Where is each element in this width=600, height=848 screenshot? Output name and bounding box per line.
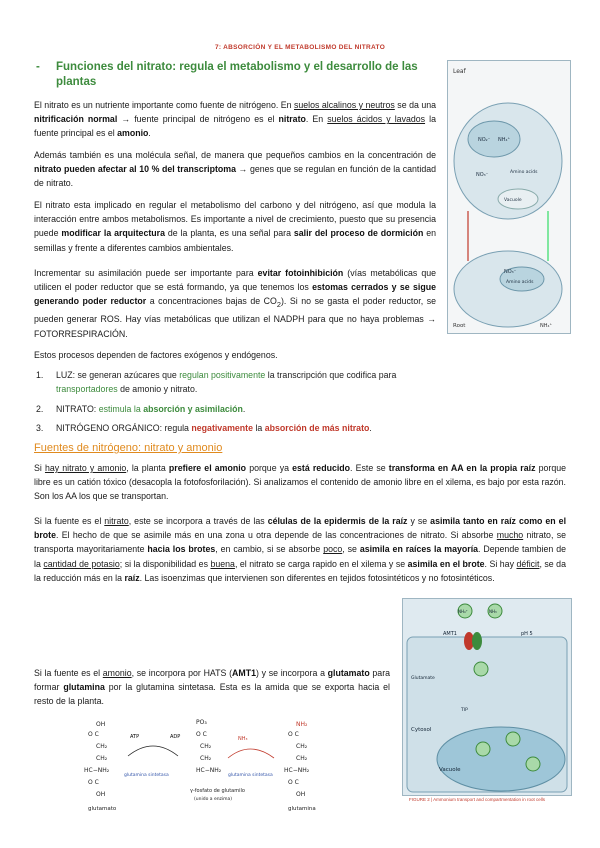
- text-bold: está reducido: [292, 463, 351, 473]
- cytosol-label: Cytosol: [411, 727, 432, 733]
- svg-text:O C: O C: [288, 731, 299, 738]
- paragraph-metabolism: [34, 198, 436, 255]
- text-bold: evitar fotoinhibición: [257, 268, 344, 278]
- leaf-vacuole-label: Vacuole: [504, 198, 522, 203]
- text: . En: [305, 114, 328, 125]
- text: , se incorpora por HATS (: [131, 668, 233, 678]
- glutamina-structure: [284, 721, 310, 798]
- text: Si: [34, 463, 45, 473]
- glutamine-synthetase-reaction: [78, 718, 350, 818]
- text: NITRATO:: [56, 404, 99, 414]
- paragraph-fuente-amonio: [34, 666, 390, 709]
- paragraph-nitrato-amonio: [34, 461, 566, 504]
- glutamato-label: glutamato: [88, 806, 117, 812]
- subscript: 2: [276, 300, 281, 310]
- text: Incrementar su asimilación puede ser importante para: [34, 268, 258, 278]
- text-underline: nitrato: [104, 516, 129, 526]
- text-underline: suelos ácidos y lavados: [327, 114, 426, 125]
- fosfato-label: γ-fosfato de glutamilo: [190, 788, 245, 794]
- text-green: transportadores: [56, 384, 118, 395]
- subheading-fuentes: Fuentes de nitrógeno: nitrato y amonio: [34, 442, 223, 454]
- figure-leaf-root-diagram: [447, 60, 571, 334]
- nh4-vac-3: [526, 757, 540, 771]
- paragraph-photoinhibition: [34, 266, 436, 341]
- paragraph-signal: [34, 148, 436, 191]
- svg-text:CH₂: CH₂: [96, 743, 108, 750]
- text: , la planta: [126, 463, 169, 473]
- text: y se: [407, 516, 431, 526]
- text: la fuente principal es el: [34, 114, 436, 139]
- paragraph-fuente-nitrato: [34, 514, 566, 585]
- text: porque libre es un catión tóxico (desacopla la fotofosforilación). Si analizamos el contenido de amonio libre en el xilema, es bajo por esta razón. Son los AA los que se transportan.: [34, 463, 566, 502]
- text-underline: suelos alcalinos y neutros: [294, 100, 395, 110]
- text-bold: asimila tanto en raíz como en el brote: [34, 516, 567, 541]
- reaction-svg: [78, 718, 350, 818]
- text: por la glutamina sintetasa. Esta es la amida que se exporta hacia el resto de la planta.: [34, 682, 390, 707]
- svg-text:CH₂: CH₂: [200, 743, 212, 750]
- svg-text:HC−NH₂: HC−NH₂: [196, 767, 222, 774]
- nh3-out-label: NH₃: [489, 609, 497, 614]
- gs-label-1: glutamina sintetasa: [124, 773, 169, 778]
- nh4-vac-2: [506, 732, 520, 746]
- text: de amonio y nitrato.: [117, 384, 198, 395]
- svg-text:CH₂: CH₂: [296, 743, 308, 750]
- vacuole-label: Vacuole: [439, 767, 461, 773]
- text: .: [148, 128, 151, 139]
- root-no3-label: NO₃⁻: [504, 269, 517, 275]
- text: → fuente principal de nitrógeno es el: [117, 114, 279, 125]
- section-heading: [36, 60, 436, 90]
- text: de la planta, es una señal para: [164, 228, 294, 239]
- fosfato-structure: [196, 719, 222, 774]
- text-bold: amonio: [117, 128, 149, 139]
- text: , el nitrato se carga rapido en el xilema y se: [234, 558, 408, 569]
- svg-text:CH₂: CH₂: [200, 755, 212, 762]
- text-bold: glutamato: [327, 668, 370, 678]
- leaf-no2-label: NO₂⁻: [478, 137, 491, 143]
- leaf-chloroplast: [468, 121, 520, 157]
- nh4-vac-1: [476, 742, 490, 756]
- text: NITRÓGENO ORGÁNICO: regula: [56, 423, 192, 433]
- list-number: 2.: [36, 404, 44, 414]
- nh4-out-label: NH₄⁺: [458, 609, 468, 614]
- atp-arrow: [128, 746, 178, 756]
- leaf-amino-label: Amino acids: [510, 170, 538, 175]
- amt1-transporter-2: [472, 632, 482, 650]
- glutamate-label: Glutamate: [411, 676, 435, 681]
- svg-text:CH₂: CH₂: [96, 755, 108, 762]
- nh4-cytosol: [474, 662, 488, 676]
- text-bold: transforma en AA en la propia raíz: [388, 463, 536, 473]
- text: El nitrato es un nutriente importante como fuente de nitrógeno. En: [34, 100, 294, 110]
- text: porque ya: [246, 463, 293, 473]
- text: . Depende tambien de la: [34, 544, 566, 569]
- text: . Si hay: [484, 558, 517, 569]
- text-underline: poco: [323, 544, 343, 555]
- text-underline: déficit: [516, 558, 540, 569]
- root-cell: [454, 251, 562, 327]
- text: Además también es una molécula señal, de manera que pequeños cambios en la concentración de: [34, 150, 436, 160]
- svg-text:OH: OH: [96, 791, 106, 798]
- text-underline: buena: [210, 558, 235, 569]
- svg-text:O C: O C: [88, 779, 99, 786]
- text-bold: asimila en raíces la mayoría: [359, 544, 479, 555]
- text-bold: nitrificación normal: [34, 114, 118, 125]
- text: . Las isoenzimas que intervienen son diferentes en tejidos fotosintéticos y no fotosintéticos.: [139, 572, 495, 583]
- text: a concentraciones bajas de CO: [146, 296, 277, 307]
- text-bold: hacia los brotes: [147, 544, 216, 555]
- text: . Este se: [350, 463, 389, 473]
- text-underline: hay nitrato y amonio: [44, 463, 127, 473]
- text: Si la fuente es el: [34, 668, 103, 678]
- text-bold: raíz: [124, 572, 140, 583]
- text-green: estimula la: [98, 404, 144, 414]
- section-heading-text: Funciones del nitrato: regula el metabolismo y el desarrollo de las plantas: [56, 61, 418, 88]
- list-item-nitrato: [36, 402, 456, 416]
- page-title: 7: ABSORCIÓN Y EL METABOLISMO DEL NITRATO: [214, 44, 386, 51]
- glutamina-label: glutamina: [288, 806, 316, 812]
- text: LUZ: se generan azúcares que: [56, 370, 180, 380]
- svg-text:HC−NH₂: HC−NH₂: [284, 767, 310, 774]
- text: , se da la reducción más en la: [34, 558, 566, 583]
- amt1-label: AMT1: [443, 631, 457, 637]
- text-bold: estomas cerrados y se sigue generando poder reductor: [34, 282, 436, 307]
- paragraph-nitrate-intro: [34, 98, 436, 141]
- text-green-bold: absorción y asimilación: [143, 404, 243, 414]
- list-number: 1.: [36, 370, 44, 380]
- text-bold: salir del proceso de dormición: [293, 228, 424, 239]
- nh3-label: NH₃: [238, 736, 248, 742]
- text: ) y se incorpora a: [255, 668, 328, 678]
- root-label: Root: [453, 323, 466, 329]
- text: ). Si no se gasta el poder reductor, se pueden generar ROS. Hay vías metabólicas que utilizan el NADPH para que no haya problemas → FOTORRESPIRACIÓN.: [34, 296, 436, 339]
- list-number: 3.: [36, 423, 44, 433]
- text-bold: nitrato pueden afectar al 10 % del transcriptoma: [34, 164, 236, 175]
- atp-label: ATP: [130, 734, 140, 740]
- svg-text:O C: O C: [288, 779, 299, 786]
- leaf-label: Leaf: [453, 68, 466, 75]
- text: El nitrato esta implicado en regular el metabolismo del carbono y del nitrógeno, así que modula la interacción entre ambos metabolismos. Es importante a nivel de crecimiento, puesto que su presencia puede: [34, 200, 436, 239]
- text: → genes que se regulan en función de la cantidad de nitrato.: [34, 164, 437, 189]
- text-bold: glutamina: [63, 682, 105, 693]
- svg-text:O C: O C: [88, 731, 99, 738]
- nh3-arrow: [228, 749, 274, 758]
- root-nh4-label: NH₄⁺: [540, 323, 553, 329]
- text: se da una: [394, 100, 437, 110]
- text-bold: modificar la arquitectura: [61, 228, 165, 239]
- leaf-nh4-label: NH₄⁺: [498, 137, 511, 143]
- text: (vías metabólicas que utilicen el poder reductor que se está formando, ya que tenemos los: [34, 268, 437, 293]
- ammonium-svg: [403, 599, 571, 795]
- svg-text:CH₂: CH₂: [296, 755, 308, 762]
- text: Si la fuente es el: [34, 516, 105, 526]
- text-bold: asimila en el brote: [407, 558, 485, 569]
- text: .: [369, 423, 372, 433]
- text-bold: células de la epidermis de la raíz: [267, 516, 408, 526]
- text-red: absorción de más nitrato: [264, 423, 370, 433]
- glutamato-structure: [84, 721, 110, 798]
- text: nitrato, se transporta mayoritariamente: [34, 530, 566, 555]
- list-item-nitrogeno-organico: [36, 421, 456, 435]
- leaf-no3-label: NO₃⁻: [476, 172, 489, 178]
- unido-label: (unido a enzima): [194, 797, 233, 802]
- svg-text:NH₂: NH₂: [296, 721, 308, 728]
- text: para formar: [34, 668, 391, 693]
- gs-label-2: glutamina sintetasa: [228, 773, 273, 778]
- text: .: [242, 404, 246, 414]
- text: , este se incorpora a través de las: [128, 516, 268, 526]
- text-bold: nitrato: [278, 114, 306, 125]
- heading-dash: -: [36, 61, 40, 73]
- text: en semillas y frente a diferentes cambios ambientales.: [34, 228, 437, 253]
- text: , en cambio, si se absorbe: [215, 544, 324, 555]
- text: ; si la disponibilidad es: [119, 558, 211, 569]
- adp-label: ADP: [170, 734, 181, 740]
- svg-text:OH: OH: [96, 721, 106, 728]
- text-underline: mucho: [496, 530, 524, 541]
- text: la: [253, 423, 265, 433]
- figure-ammonium-transport: [402, 598, 572, 802]
- text: , se: [342, 544, 360, 555]
- text-red: negativamente: [191, 423, 254, 433]
- text-green: regulan positivamente: [179, 370, 266, 380]
- text-underline: amonio: [102, 668, 132, 678]
- text-underline: cantidad de potasio: [43, 558, 120, 569]
- svg-text:PO₃: PO₃: [196, 719, 207, 726]
- list-item-luz: [36, 368, 456, 396]
- root-amino-label: Amino acids: [506, 280, 534, 285]
- text: la transcripción que codifica para: [265, 370, 397, 380]
- svg-text:HC−NH₂: HC−NH₂: [84, 767, 110, 774]
- ph-label: pH 5: [521, 631, 533, 637]
- text: . El hecho de que se asimile más en una zona u otra depende de las concentraciones de nitrato. Si absorbe: [56, 530, 497, 541]
- leaf-root-svg: [448, 61, 570, 333]
- vacuole-shape: [437, 727, 565, 791]
- svg-text:O C: O C: [196, 731, 207, 738]
- text-bold: prefiere el amonio: [168, 463, 247, 473]
- tip-label: TIP: [461, 708, 468, 713]
- svg-text:OH: OH: [296, 791, 306, 798]
- text-bold: AMT1: [232, 668, 256, 678]
- paragraph-factors: Estos procesos dependen de factores exógenos y endógenos.: [34, 350, 278, 360]
- figure-caption: FIGURE 2 | Ammonium transport and compartmentation in root cells: [409, 797, 545, 802]
